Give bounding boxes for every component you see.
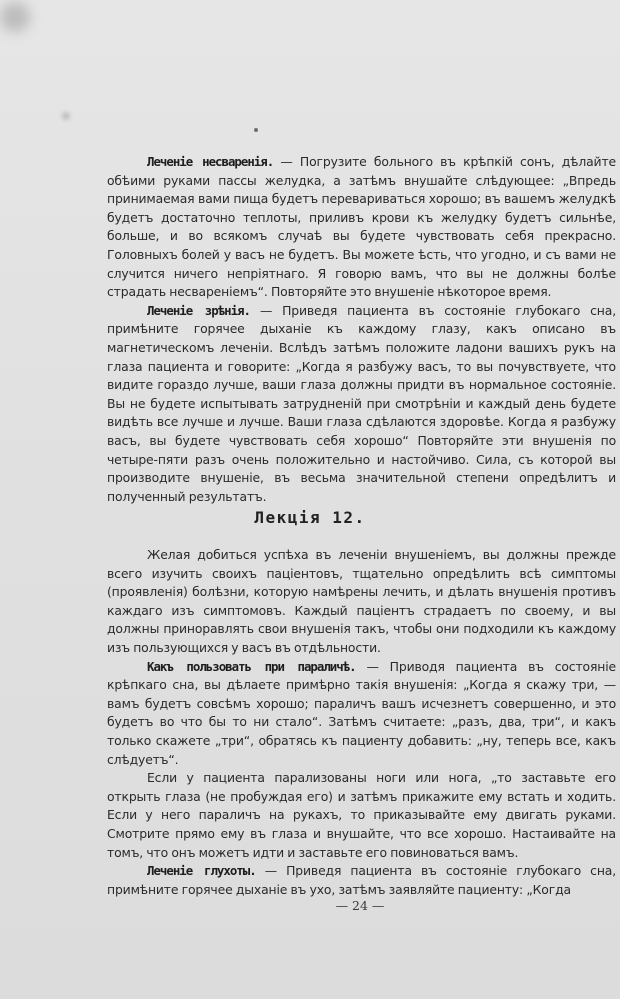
paragraph-vision [107,302,616,507]
paragraph-legs [107,769,616,862]
paragraph-text: — Приводя пациента въ состояніе крѣпкаго сна, вы дѣлаете примѣрно такія внушенія: „Когда я скажу три, — вамъ будетъ совсѣмъ хорошо; параличъ вашъ исчезнетъ совершенно, и это будетъ во что бы то ни стало“. Затѣмъ считаете: „разъ, два, три“, и какъ только скажете „три“, обратясь къ пациенту добавить: „ну, теперь все, какъ слѣдуетъ“. [107,658,616,767]
page-stain [0,2,30,32]
paragraph-intro [107,546,616,658]
paragraph-text: — Погрузите больного въ крѣпкій сонъ, дѣлайте обѣими руками пассы желудка, а затѣмъ внушайте слѣдующее: „Впредь принимаемая вами пища будетъ перевариваться хорошо; въ вашемъ желудкѣ будетъ достаточно теплоты, приливъ крови къ желудку будетъ сильнѣе, больше, и во всякомъ случаѣ вы будете чувствовать себя прекрасно. Головныхъ болей у васъ не будетъ. Вы можете ѣсть, что угодно, и съ вами не случится ничего непріятнаго. Я говорю вамъ, что вы не должны болѣе страдать несвареніемъ“. Повторяйте это внушеніе нѣкоторое время. [107,154,616,300]
page-stain [62,112,70,120]
paragraph-deafness [107,862,616,899]
paragraph-text: Если у пациента парализованы ноги или нога, „то заставьте его открыть глаза (не пробуждая его) и затѣмъ прикажите ему встать и ходить. Если у него параличъ на рукахъ, то приказывайте ему двигать руками. Смотрите прямо ему въ глаза и внушайте, что все хорошо. Настаивайте на томъ, что онъ можетъ идти и заставьте его повиноваться вамъ. [107,770,616,860]
run-in-title: Леченіе глухоты. [147,863,256,879]
lecture-11-continuation [107,153,616,506]
paragraph-paralysis [107,658,616,770]
paragraph-text: — Приведя пациента въ состояніе глубокаго сна, примѣните горячее дыханіе къ каждому глазу, какъ описано въ магнетическомъ леченіи. Вслѣдъ затѣмъ положите ладони вашихъ рукъ на глаза пациента и говорите: „Когда я разбужу васъ, то вы почувствуете, что видите гораздо лучше, ваши глаза должны придти въ нормальное состояніе. Вы не будете испытывать затрудненій при смотрѣніи и каждый день будете видѣть все лучше и лучше. Ваши глаза сдѣлаются здоровѣе. Когда я разбужу васъ, вы будете чувствовать себя хорошо“ Повторяйте эти внушенія по четыре-пяти разъ очень положительно и настойчиво. Сила, съ которой вы производите внушеніе, въ весьма значительной степени опредѣлитъ и полученный результатъ. [107,302,616,504]
page-number: — 24 — [335,898,385,913]
paragraph-text: Желая добиться успѣха въ леченіи внушеніемъ, вы должны прежде всего изучить своихъ пацiентовъ, тщательно опредѣлить всѣ симптомы (проявленія) болѣзни, которую намѣрены лечить, и дѣлать внушенія противъ каждаго изъ симптомовъ. Каждый пацiентъ страдаетъ по своему, и вы должны приноравлять свои внушенія такъ, чтобы они подходили къ каждому изъ пользующихся у васъ въ отдѣльности. [107,547,616,655]
page-stain [254,128,258,132]
run-in-title: Леченіе несваренія. [147,154,274,169]
lecture-12-body [107,546,616,899]
run-in-title: Леченіе зрѣнія. [147,302,251,318]
paragraph-indigestion [107,153,616,302]
lecture-heading: Лекція 12. [254,508,366,527]
run-in-title: Какъ пользовать при параличѣ. [147,658,356,674]
paragraph-text: — Приведя пациента въ состояніе глубокаго сна, примѣните горячее дыханіе въ ухо, затѣмъ заявляйте пациенту: „Когда [107,863,617,897]
